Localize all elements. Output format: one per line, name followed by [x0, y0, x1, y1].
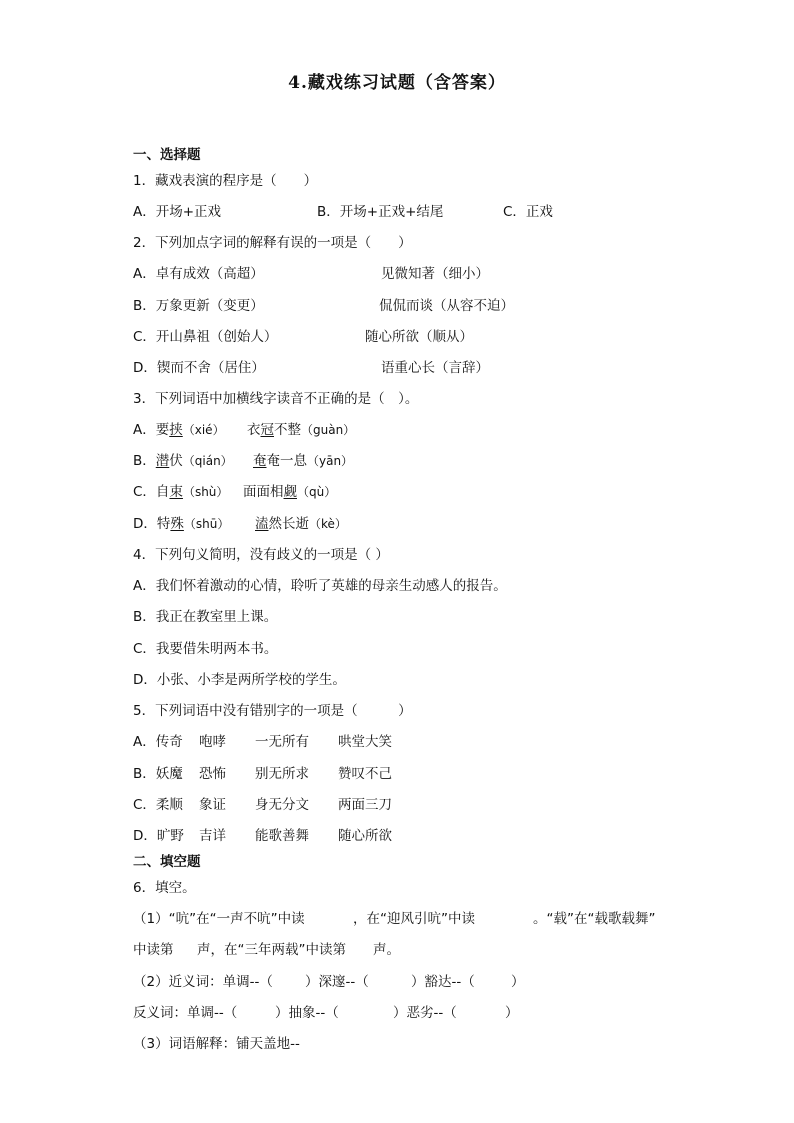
q3-option-b-word1	[133, 452, 233, 470]
q4-option-b: B．我正在教室里上课。	[133, 609, 278, 625]
q5-b-word1: B．妖魔	[133, 766, 183, 782]
q5-d-word4: 随心所欲	[338, 828, 392, 844]
q3-option-d-word1	[133, 515, 229, 533]
q2-option-b-word2: 侃侃而谈（从容不迫）	[379, 298, 514, 314]
q6-line-5: （3）词语解释：铺天盖地--	[133, 1036, 300, 1052]
q3-b2-underlined-char: 奄	[253, 453, 267, 469]
q3-a-pinyin: （xié）	[182, 423, 225, 437]
q3-option-c-word2	[243, 483, 336, 501]
q5-a-word3: 一无所有	[255, 734, 309, 750]
q6-l1-part3: 。“载”在“载歌载舞”	[533, 911, 656, 927]
q3-d-pinyin: （shū）	[183, 517, 230, 531]
q3-a2-suffix: 不整	[274, 422, 301, 438]
q2-option-a-word1: A．卓有成效（高超）	[133, 266, 264, 282]
q3-b-suffix: 伏	[169, 453, 183, 469]
q5-d-word1: D．旷野	[133, 828, 184, 844]
q6-l3-part1: （2）近义词：单调--（	[133, 974, 273, 990]
q5-c-word4: 两面三刀	[338, 797, 392, 813]
q3-option-a-word2	[247, 421, 355, 439]
q6-l2-part2: 声，在“三年两载”中读第	[197, 942, 346, 958]
q5-c-word3: 身无分文	[255, 797, 309, 813]
q6-l4-part4: ）	[505, 1005, 519, 1021]
q6-l2-part1: 中读第	[133, 942, 174, 958]
q5-a-word2: 咆哮	[199, 734, 226, 750]
q3-c2-underlined-char: 觑	[283, 484, 297, 500]
q3-d2-underlined-char: 溘	[255, 516, 269, 532]
q5-c-word1: C．柔顺	[133, 797, 183, 813]
q3-b2-suffix: 奄一息	[266, 453, 307, 469]
q3-a2-prefix: 衣	[247, 422, 261, 438]
q3-c2-prefix: 面面相	[243, 484, 284, 500]
q3-a2-underlined-char: 冠	[260, 422, 274, 438]
q6-l2-part3: 声。	[373, 942, 400, 958]
q5-stem: 5．下列词语中没有错别字的一项是（ ）	[133, 703, 412, 719]
q5-c-word2: 象证	[199, 797, 226, 813]
q5-b-word4: 赞叹不己	[338, 766, 392, 782]
document-title: 4.藏戏练习试题（含答案）	[288, 73, 506, 93]
q2-option-d-word2: 语重心长（言辞）	[381, 360, 489, 376]
q3-d-underlined-char: 殊	[170, 516, 184, 532]
q3-c-prefix: C．自	[133, 484, 170, 500]
q1-option-c: C．正戏	[503, 204, 553, 220]
q1-option-b: B．开场+正戏+结尾	[317, 204, 444, 220]
q2-option-c-word2: 随心所欲（顺从）	[365, 329, 473, 345]
q1-stem: 1．藏戏表演的程序是（ ）	[133, 173, 318, 189]
q4-option-d: D．小张、小李是两所学校的学生。	[133, 672, 346, 688]
q3-c-pinyin: （shù）	[182, 485, 229, 499]
q3-d-prefix: D．特	[133, 516, 171, 532]
q6-l4-part1: 反义词：单调--（	[133, 1005, 238, 1021]
q4-option-c: C．我要借朱明两本书。	[133, 641, 278, 657]
q3-stem: 3．下列词语中加横线字读音不正确的是（ ）。	[133, 391, 419, 407]
q3-d2-pinyin: （kè）	[309, 517, 347, 531]
q3-option-d-word2	[255, 515, 347, 533]
q2-option-a-word2: 见微知著（细小）	[381, 266, 489, 282]
q3-option-c-word1	[133, 483, 228, 501]
q3-d2-suffix: 然长逝	[268, 516, 309, 532]
q6-l1-part2: ，在“迎风引吭”中读	[353, 911, 475, 927]
q3-a-underlined-char: 挟	[169, 422, 183, 438]
q2-stem: 2．下列加点字词的解释有误的一项是（ ）	[133, 235, 412, 251]
q5-b-word3: 别无所求	[255, 766, 309, 782]
section-heading-fill: 二、填空题	[133, 854, 201, 870]
q6-l1-part1: （1）“吭”在“一声不吭”中读	[133, 911, 305, 927]
q6-stem: 6．填空。	[133, 880, 196, 896]
q3-c-underlined-char: 束	[169, 484, 183, 500]
q3-b-prefix: B．	[133, 453, 156, 469]
q3-a-prefix: A．要	[133, 422, 170, 438]
q6-l4-part2: ）抽象--（	[275, 1005, 339, 1021]
section-heading-choice: 一、选择题	[133, 147, 201, 163]
q5-d-word2: 吉详	[199, 828, 226, 844]
q5-b-word2: 恐怖	[199, 766, 226, 782]
q4-stem: 4．下列句义简明，没有歧义的一项是（ ）	[133, 547, 389, 563]
q2-option-d-word1: D．锲而不舍（居住）	[133, 360, 265, 376]
q6-l4-part3: ）恶劣--（	[393, 1005, 457, 1021]
q3-b-pinyin: （qián）	[182, 454, 233, 468]
q5-d-word3: 能歌善舞	[255, 828, 309, 844]
q3-b2-pinyin: （yān）	[307, 454, 354, 468]
q3-a2-pinyin: （guàn）	[301, 423, 356, 437]
q4-option-a: A．我们怀着激动的心情，聆听了英雄的母亲生动感人的报告。	[133, 578, 507, 594]
q3-b-underlined-char: 潜	[155, 453, 170, 469]
q3-option-b-word2	[253, 452, 353, 470]
q6-l3-part3: ）豁达--（	[411, 974, 475, 990]
q6-l3-part2: ）深邃--（	[305, 974, 369, 990]
q1-option-a: A．开场+正戏	[133, 204, 222, 220]
q5-a-word1: A．传奇	[133, 734, 183, 750]
q6-l3-part4: ）	[511, 974, 525, 990]
q5-a-word4: 哄堂大笑	[338, 734, 392, 750]
q3-c2-pinyin: （qù）	[297, 485, 337, 499]
q3-option-a-word1	[133, 421, 225, 439]
q2-option-b-word1: B．万象更新（变更）	[133, 298, 264, 314]
q2-option-c-word1: C．开山鼻祖（创始人）	[133, 329, 278, 345]
